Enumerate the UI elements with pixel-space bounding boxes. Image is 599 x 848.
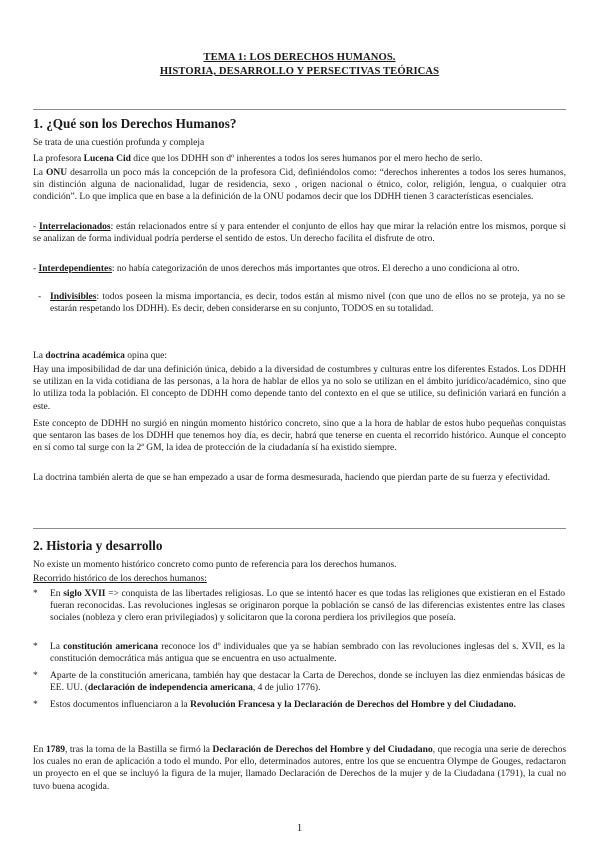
document-title-line-2: HISTORIA, DESARROLLO Y PERSECTIVAS TEÓRICAS	[159, 66, 440, 77]
s2-subheading	[33, 573, 566, 585]
text: => conquista de las libertades religiosas. Lo que se intentó hacer es que todas las religiones que existieran en el Estado fueran reconocidas. Las revoluciones inglesas se originaron porque la población se cansó de las diferencias existentes entre las clases sociales (nobleza y clero eran privilegiados) y solicitaron que la corona perdiera los privilegios que poseía.	[50, 589, 566, 624]
text: La profesora	[33, 154, 84, 164]
page-number: 1	[296, 822, 303, 834]
text: reconoce los dº individuales que ya se habían sembrado con las revoluciones inglesas del s. XVII, es la constitución democrática más antigua que se encuentra en uso actualmente.	[50, 642, 565, 665]
text: , 4 de julio 1776).	[252, 683, 321, 694]
text: Aparte de la constitución americana, también hay que destacar la Carta de Derechos, donde se incluyen las diez enmiendas básicas de EE. UU. (	[50, 671, 565, 694]
text: : no había categorización de unos derechos más importantes que otros. El derecho a uno condiciona al otro.	[111, 264, 520, 274]
text: , que recogía una serie de derechos los cuales no eran de aplicación a todo el mundo. Por ello, determinados autores, entre los que se encuentra Olympe de Gouges, redactaron un proyecto en el que se incluyó la figura de la mujer, llamado Declaración de Derechos de la mujer y de la Ciudadana (1791), la cual no tuvo buena acogida.	[33, 745, 567, 792]
term-indivisibles: Indivisibles	[50, 292, 97, 302]
text: La	[50, 642, 64, 652]
s1-item-interrelacionados	[33, 221, 566, 245]
s2-bullet-siglo-xvii	[50, 588, 565, 625]
text: : todos poseen la misma importancia, es decir, todos están al mismo nivel (con que uno de ellos no se proteja, ya no se estarán respetando los DDHH). Es decir, deben considerarse en su conjunto, TODOS en su totalidad.	[50, 292, 565, 315]
bullet-marker: *	[33, 671, 38, 681]
s1-paragraph-4	[33, 350, 566, 362]
section-divider	[33, 109, 566, 110]
section-divider	[33, 528, 566, 529]
text: : están relacionados entre sí y para entender el conjunto de ellos hay que mirar la relación entre los mismos, porque si se analizan de forma individual podría perderse el sentido de estos. Un derecho facilita el disfrute de otro.	[33, 222, 566, 245]
section-1-heading: 1. ¿Qué son los Derechos Humanos?	[33, 116, 237, 131]
s1-item-interdependientes	[33, 263, 566, 275]
term-interdependientes: Interdependientes	[38, 264, 112, 274]
text: En	[50, 589, 64, 599]
bold-year: 1789	[46, 745, 66, 755]
bold-term: siglo XVII	[63, 589, 106, 599]
s2-paragraph-1789	[33, 744, 566, 793]
s2-bullet-carta-derechos	[50, 670, 565, 694]
bold-term: ONU	[45, 168, 68, 178]
text: desarrolla un poco más la concepción de la profesora Cid, definiéndolos como: “derechos inherentes a todos los seres humanos, sin distinción alguna de nacionalidad, lugar de residencia, sexo , origen nacional o étnico, color, religión, lengua, o cualquier otra condición”. Lo que implica que en base a la definición de la ONU podamos decir que los DDHH tienen 3 características esenciales.	[33, 168, 566, 203]
s1-paragraph-2	[33, 153, 566, 165]
text: La	[33, 351, 46, 361]
s2-bullet-constitucion	[50, 641, 565, 665]
text: dice que los DDHH son dº inherentes a todos los seres humanos por el mero hecho de serlo.	[130, 154, 483, 164]
text: Estos documentos influenciaron a la	[50, 700, 191, 710]
text: En	[33, 745, 47, 755]
dash-marker: -	[38, 292, 42, 302]
dash-marker: -	[33, 264, 39, 274]
s1-paragraph-3	[33, 167, 566, 204]
bold-term: Lucena Cid	[83, 154, 131, 164]
text: opina que:	[124, 351, 168, 361]
bullet-marker: *	[33, 700, 38, 710]
bullet-marker: *	[33, 642, 38, 652]
dash-marker: -	[33, 222, 39, 232]
bold-term: Revolución Francesa y la Declaración de Derechos del Hombre y del Ciudadano.	[190, 700, 516, 710]
s1-paragraph-5: Hay una imposibilidad de dar una definición única, debido a la diversidad de costumbres y culturas entre los diferentes Estados. Los DDHH se utilizan en la vida cotidiana de las personas, a la hora de hablar de ellos ya no solo se utilizan en el ámbito jurídico/académico, sino que lo utiliza toda la población. El concepto de DDHH como depende tanto del contexto en el que se utilice, su definición variará en función a este.	[33, 365, 566, 412]
s1-item-indivisibles	[50, 291, 565, 315]
s2-bullet-documentos	[50, 699, 565, 711]
bold-term: Declaración de Derechos del Hombre y del Ciudadano	[212, 745, 433, 755]
s1-paragraph-6: Este concepto de DDHH no surgió en ningún momento histórico concreto, sino que a la hora de hablar de estos hubo pequeñas conquistas que sentaron las bases de los DDHH que tenemos hoy día, es decir, habrá que tenerse en cuenta el recorrido histórico. Aunque el concepto en sí como tal surge con la 2ª GM, la idea de protección de la ciudadanía sí ha existido siempre.	[33, 419, 566, 454]
s2-paragraph-1: No existe un momento histórico concreto como punto de referencia para los derechos humanos.	[33, 560, 397, 570]
bold-term: declaración de independencia americana	[88, 683, 253, 694]
text: La	[33, 168, 46, 178]
s1-paragraph-1: Se trata de una cuestión profunda y compleja	[33, 138, 205, 148]
bold-term: doctrina académica	[45, 351, 125, 361]
text: , tras la toma de la Bastilla se firmó la	[65, 745, 213, 755]
underlined-subheading: Recorrido histórico de los derechos humanos:	[33, 574, 207, 584]
bullet-marker: *	[33, 589, 38, 599]
bold-term: constitución americana	[63, 642, 159, 652]
document-title-line-1: TEMA 1: LOS DERECHOS HUMANOS.	[203, 52, 396, 63]
section-2-heading: 2. Historia y desarrollo	[33, 538, 163, 553]
term-interrelacionados: Interrelacionados	[38, 222, 111, 232]
s1-paragraph-7: La doctrina también alerta de que se han empezado a usar de forma desmesurada, haciendo que pierdan parte de su fuerza y efectividad.	[33, 473, 550, 483]
